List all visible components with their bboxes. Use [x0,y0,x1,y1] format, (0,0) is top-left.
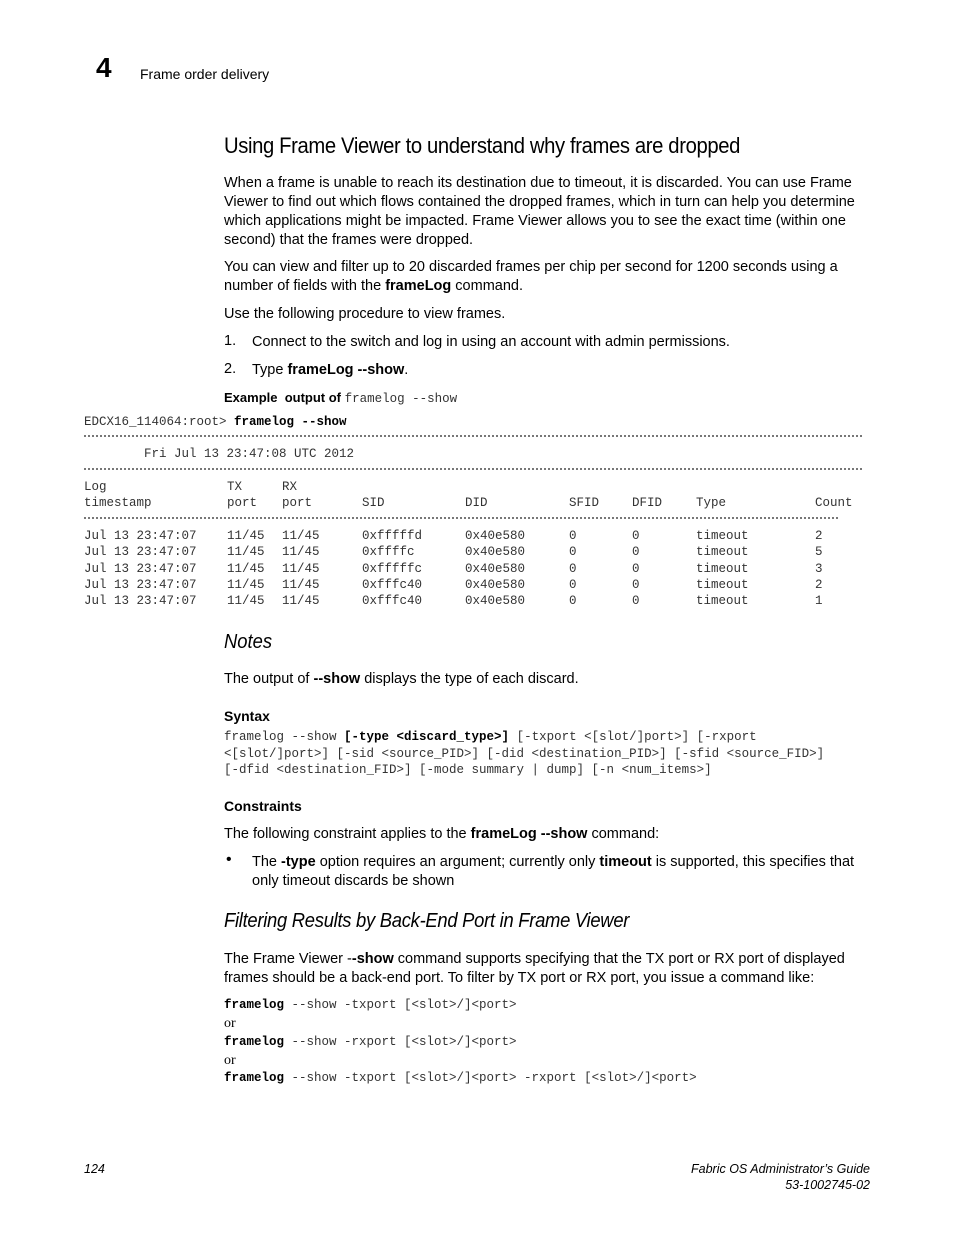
step-2-command: frameLog --show [287,362,405,378]
filter-paragraph [224,258,864,296]
example-caption [224,389,457,407]
table-cell: 0x40e580 [465,561,526,576]
table-cell: Jul 13 23:47:07 [84,545,197,560]
step-2-prefix: Type [252,362,288,378]
filtering-paragraph [224,950,864,988]
table-cell: 0 [569,577,577,592]
syntax-type-option: [-type <discard_type>] [344,730,510,744]
table-cell [465,479,569,495]
table-cell: 11/45 [227,594,265,609]
notes-command: --show [313,671,361,687]
terminal-separator [84,435,862,441]
command-word: framelog [224,998,285,1012]
command-example-2 [224,1034,517,1050]
table-cell: 11/45 [282,529,320,543]
chapter-number: 4 [96,52,112,83]
table-cell: Jul 13 23:47:07 [84,577,197,592]
step-number-2: 2. [224,361,237,377]
table-header-separator [84,517,838,523]
framelog-command: frameLog [385,278,452,294]
filtering-text-start: The Frame Viewer - [224,951,352,967]
table-cell: 11/45 [282,561,320,576]
table-cell [632,479,696,495]
constraints-heading: Constraints [224,798,302,814]
table-cell [569,479,632,495]
constraints-text-start: The following constraint applies to the [224,826,471,842]
table-cell: 0 [569,594,577,609]
table-cell: timeout [696,545,749,560]
table-cell: timeout [696,561,749,576]
table-cell: port [227,496,258,511]
table-cell: timeout [696,577,749,592]
syntax-line-1 [224,729,757,745]
table-header-row [84,495,865,511]
table-cell: 11/45 [227,529,265,543]
step-2-suffix: . [404,362,409,378]
table-row [84,528,865,544]
type-option: -type [281,854,316,870]
or-separator: or [224,1016,236,1031]
table-cell: 0x40e580 [465,577,526,592]
terminal-separator [84,468,862,474]
constraint-bullet [252,853,864,891]
table-cell: DFID [632,496,663,511]
command-word: framelog [224,1035,285,1049]
table-cell: Jul 13 23:47:07 [84,561,197,576]
table-cell: 11/45 [282,594,320,609]
table-cell: Type [696,496,727,511]
intro-paragraph: When a frame is unable to reach its destination due to timeout, it is discarded. You can use Frame Viewer to find out which flows contained the dropped frames, which in turn can help you determine which applications might be impacted. Frame Viewer allows you to see the exact time (within one second) that the frames were dropped. [224,175,855,248]
table-cell: 0 [632,545,640,560]
table-cell: Jul 13 23:47:07 [84,529,197,543]
table-cell [362,479,465,495]
syntax-prefix: framelog --show [224,730,345,744]
table-cell: Log [84,480,107,494]
table-cell: 0 [632,529,640,543]
command-args: --show -txport [<slot>/]<port> -rxport [<slot>/]<port> [284,1071,697,1085]
table-cell: RX [282,480,298,494]
table-cell: 0xffffc [362,545,415,560]
table-cell: 11/45 [227,577,265,592]
filter-paragraph-text: You can view and filter up to 20 discarded frames per chip per second for 1200 seconds using a number of fields with the [224,259,838,294]
table-cell: 3 [815,561,823,576]
table-cell: 0x40e580 [465,545,526,560]
or-separator: or [224,1053,236,1068]
table-cell: 11/45 [282,545,320,560]
notes-heading: Notes [224,631,273,653]
table-cell: 0xfffc40 [362,594,423,609]
table-cell: timeout [696,529,749,543]
table-cell: 0 [569,561,577,576]
table-cell: 1 [815,594,823,609]
table-cell: timestamp [84,496,152,511]
section-title: Using Frame Viewer to understand why frames are dropped [224,133,741,158]
procedure-intro: Use the following procedure to view frames. [224,306,506,322]
table-cell: DID [465,496,488,511]
table-cell [696,479,815,495]
terminal-date: Fri Jul 13 23:47:08 UTC 2012 [84,447,355,461]
terminal-prompt-line [84,414,347,430]
table-cell: port [282,496,313,511]
step-number-1: 1. [224,333,237,349]
table-cell: 2 [815,529,823,543]
frame-log-table [84,479,865,512]
table-cell: 0 [632,561,640,576]
table-cell: 0x40e580 [465,594,526,609]
notes-text-start: The output of [224,671,314,687]
page-number: 124 [84,1162,105,1176]
filtering-command: -show [351,951,394,967]
table-cell: 0 [632,594,640,609]
bullet-icon: • [226,851,232,868]
step-text-1: Connect to the switch and log in using an account with admin permissions. [252,334,730,350]
bullet-text-start: The [252,854,282,870]
table-cell: SFID [569,496,600,511]
notes-text [224,670,864,689]
step-text-2 [252,361,864,380]
table-row [84,593,865,609]
table-cell: Jul 13 23:47:07 [84,594,197,609]
example-label: Example output of [224,390,345,405]
table-cell: 0x40e580 [465,529,526,543]
table-cell: 0xfffffc [362,561,423,576]
guide-title: Fabric OS Administrator’s Guide [691,1162,870,1176]
table-cell: 0 [569,545,577,560]
table-cell: 0 [569,529,577,543]
table-header-row [84,479,865,495]
table-cell: 0xfffc40 [362,577,423,592]
command-example-1 [224,997,517,1013]
command-args: --show -txport [<slot>/]<port> [284,998,517,1012]
command-example-3 [224,1070,697,1086]
constraints-text [224,825,864,844]
syntax-line-3: [-dfid <destination_FID>] [-mode summary | dump] [-n <num_items>] [224,763,712,777]
chapter-title: Frame order delivery [140,66,270,82]
timeout-value: timeout [599,854,652,870]
table-cell: 11/45 [227,545,265,560]
constraints-text-end: command: [587,826,660,842]
table-cell: 11/45 [227,561,265,576]
syntax-line-2: <[slot/]port>] [-sid <source_PID>] [-did <destination_PID>] [-sfid <source_FID>] [224,747,825,761]
table-cell: 0 [632,577,640,592]
syntax-heading: Syntax [224,708,270,724]
constraints-command: frameLog --show [470,826,588,842]
filtering-text-end: command supports specifying that the TX port or RX port of displayed frames should be a back-end port. To filter by TX port or RX port, you issue a command like: [224,951,845,986]
table-cell: Count [815,496,853,511]
command-args: --show -rxport [<slot>/]<port> [284,1035,517,1049]
table-row [84,577,865,593]
table-cell: 2 [815,577,823,592]
table-row [84,544,865,560]
table-cell: TX [227,480,243,494]
table-cell: timeout [696,594,749,609]
table-cell: 11/45 [282,577,320,592]
table-row [84,561,865,577]
syntax-rest: [-txport <[slot/]port>] [-rxport [509,730,757,744]
command-word: framelog [224,1071,285,1085]
example-command: framelog --show [344,392,458,406]
filtering-heading: Filtering Results by Back-End Port in Frame Viewer [224,910,630,932]
table-cell [815,479,865,495]
frame-log-rows [84,528,865,609]
notes-text-end: displays the type of each discard. [360,671,579,687]
terminal-prompt: EDCX16_114064:root> [84,415,235,429]
terminal-command: framelog --show [234,415,347,429]
bullet-text-end: is supported, this specifies that only timeout discards be shown [252,854,855,889]
table-cell: 5 [815,545,823,560]
filter-paragraph-end: command. [451,278,524,294]
document-number: 53-1002745-02 [785,1178,870,1192]
table-cell: SID [362,496,385,511]
bullet-text-mid: option requires an argument; currently only [315,854,600,870]
table-cell: 0xfffffd [362,529,423,543]
